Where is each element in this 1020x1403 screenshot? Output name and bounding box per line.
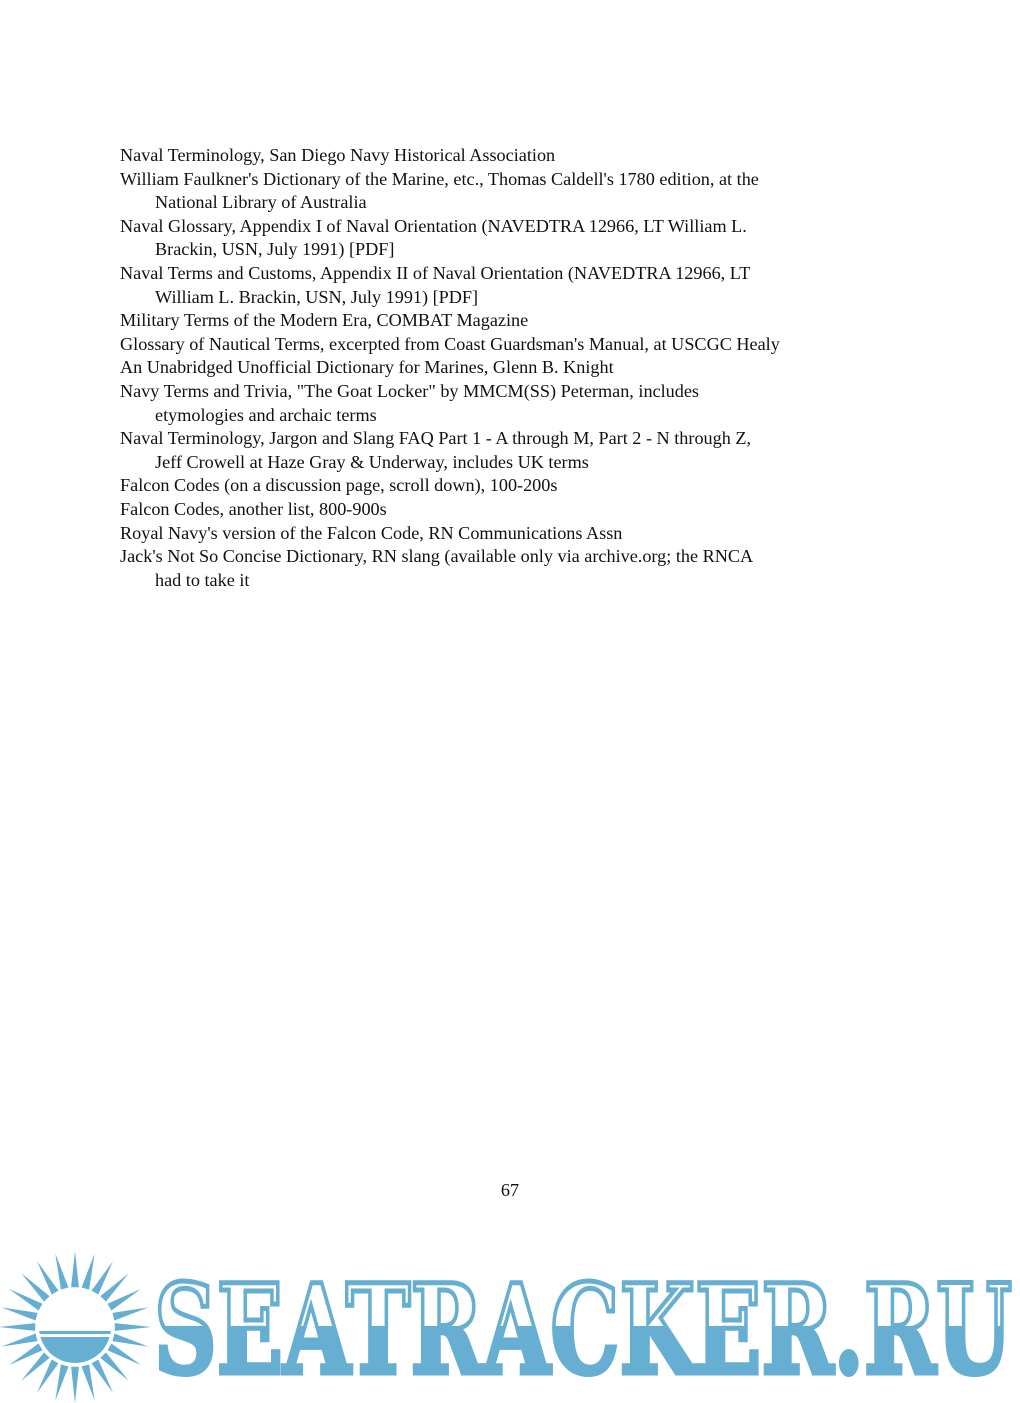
- sun-ray: [55, 1254, 68, 1290]
- watermark-wordmark: [150, 1245, 1020, 1395]
- sun-ray: [71, 1367, 79, 1403]
- sun-ray: [0, 1323, 35, 1331]
- list-item: Naval Terminology, San Diego Navy Historical Association: [120, 145, 556, 165]
- sun-ray: [112, 1334, 148, 1347]
- list-item: Naval Terminology, Jargon and Slang FAQ Part 1 - A through M, Part 2 - N through Z, Jeff Crowell at Haze Gray & Underway, includes UK terms: [120, 428, 752, 472]
- list-item: Jack's Not So Concise Dictionary, RN slang (available only via archive.org; the RNCA had to take it: [120, 546, 753, 590]
- list-item: Military Terms of the Modern Era, COMBAT Magazine: [120, 310, 529, 331]
- list-item: Glossary of Nautical Terms, excerpted from Coast Guardsman's Manual, at USCGC Healy: [120, 333, 780, 354]
- reference-list: [120, 144, 780, 592]
- list-item: Naval Glossary, Appendix I of Naval Orientation (NAVEDTRA 12966, LT William L. Brackin, USN, July 1991) [PDF]: [120, 215, 747, 260]
- watermark: [0, 1245, 1020, 1403]
- sun-ray: [71, 1251, 79, 1287]
- sun-ray: [112, 1307, 148, 1320]
- list-item: Falcon Codes, another list, 800-900s: [120, 498, 387, 519]
- sun-ray: [2, 1307, 38, 1320]
- sun-ray: [115, 1323, 150, 1331]
- sun-ray: [55, 1364, 68, 1400]
- sun-ray: [82, 1254, 95, 1290]
- list-item: Navy Terms and Trivia, "The Goat Locker" by MMCM(SS) Peterman, includes etymologies and archaic terms: [120, 380, 699, 425]
- list-item: Falcon Codes (on a discussion page, scroll down), 100-200s: [120, 475, 558, 496]
- list-item: Naval Terms and Customs, Appendix II of Naval Orientation (NAVEDTRA 12966, LT William L. Brackin, USN, July 1991) [PDF]: [120, 262, 750, 307]
- list-item: William Faulkner's Dictionary of the Marine, etc., Thomas Caldell's 1780 edition, at the National Library of Australia: [120, 168, 759, 213]
- sun-logo-icon: [0, 1245, 150, 1403]
- sun-ray: [82, 1364, 95, 1400]
- list-item: Royal Navy's version of the Falcon Code, RN Communications Assn: [120, 522, 623, 543]
- watermark-text: [150, 1245, 1020, 1395]
- sun-ray: [2, 1334, 38, 1347]
- watermark-label: SEATRACKER.RU: [154, 1258, 1012, 1395]
- list-item: An Unabridged Unofficial Dictionary for Marines, Glenn B. Knight: [120, 357, 614, 378]
- page-number: 67: [500, 1180, 520, 1200]
